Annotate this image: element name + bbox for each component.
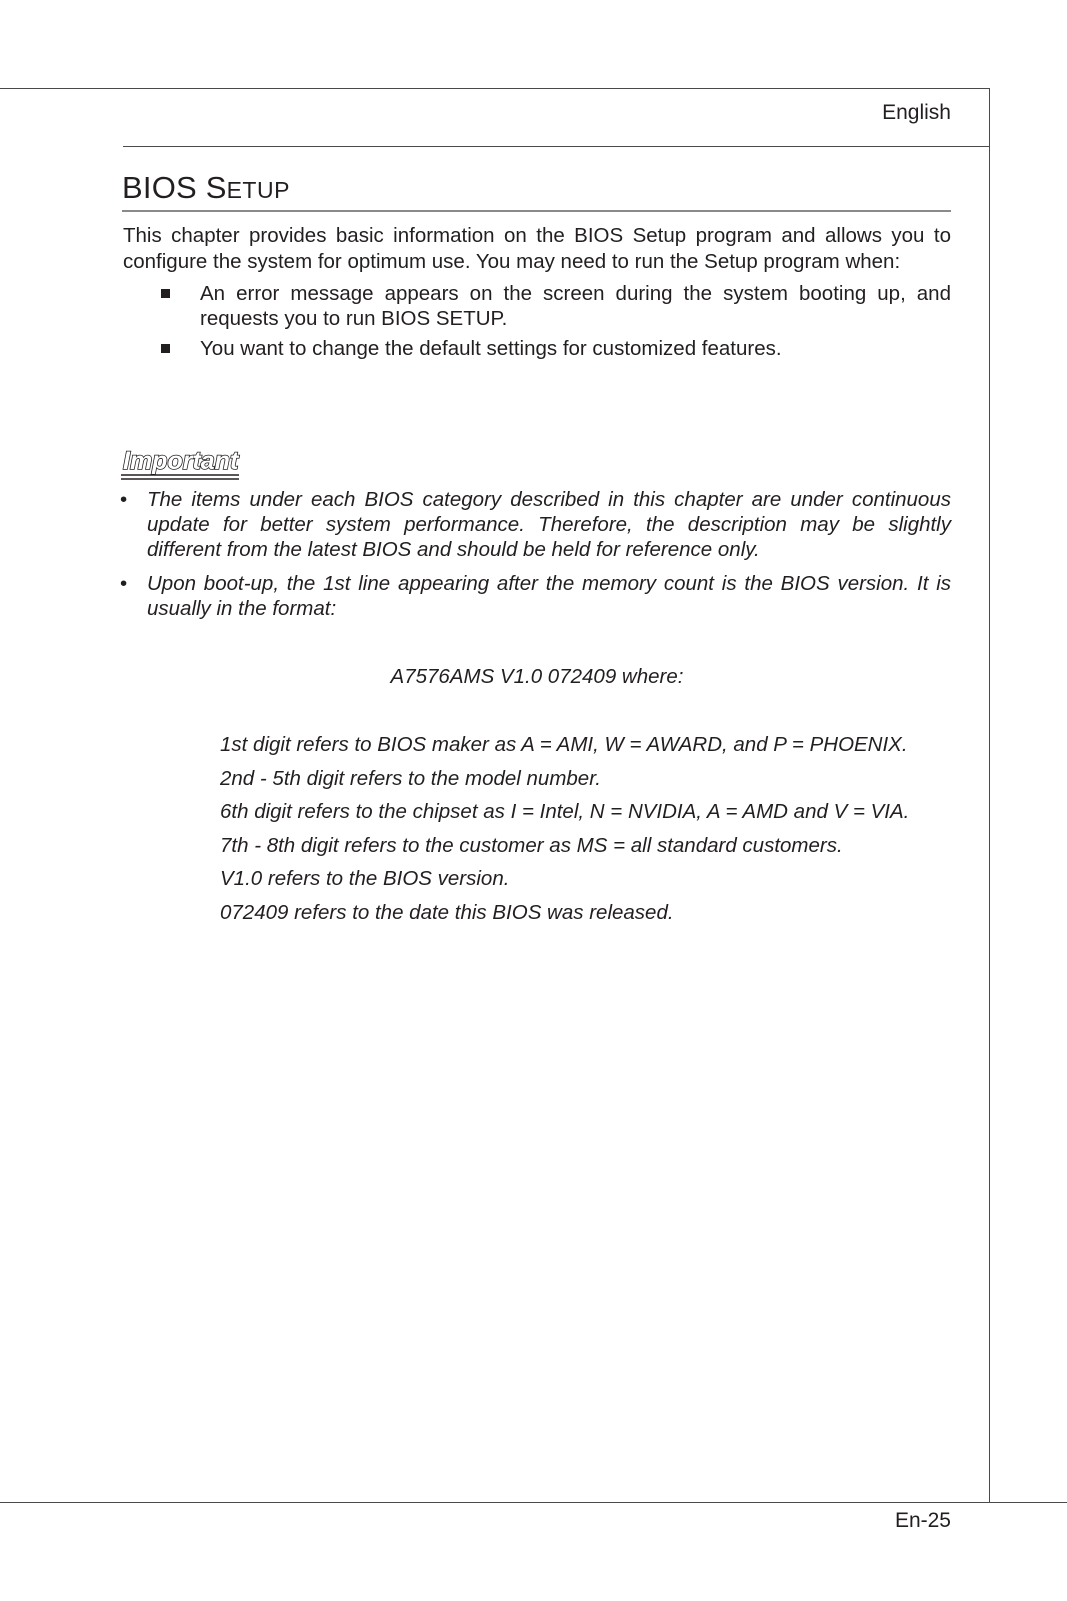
note-text: The items under each BIOS category described in this chapter are under continuous update for better system performance. Therefore, the description may be slightly different from the latest BIOS and should be held for reference only. bbox=[147, 488, 951, 561]
list-item: V1.0 refers to the BIOS version. bbox=[220, 867, 510, 891]
bullet-glyph: • bbox=[120, 572, 128, 595]
list-item bbox=[118, 571, 951, 621]
section-title-smallcaps: ETUP bbox=[226, 177, 290, 203]
list-item-text: An error message appears on the screen during the system booting up, and requests you to run BIOS SETUP. bbox=[200, 282, 951, 330]
note-text: Upon boot-up, the 1st line appearing after the memory count is the BIOS version. It is usually in the format: bbox=[147, 572, 951, 620]
bios-version-example: A7576AMS V1.0 072409 where: bbox=[390, 665, 684, 688]
setup-reasons-list bbox=[123, 281, 951, 366]
list-item: 7th - 8th digit refers to the customer as MS = all standard customers. bbox=[220, 833, 843, 857]
bottom-frame-rule bbox=[0, 1502, 1067, 1503]
page-number: En-25 bbox=[894, 1509, 951, 1532]
list-item bbox=[123, 336, 951, 361]
intro-paragraph: This chapter provides basic information on the BIOS Setup program and allows you to configure the system for optimum use. You may need to run the Setup program when: bbox=[123, 224, 951, 273]
header-rule bbox=[123, 146, 990, 147]
right-frame-rule bbox=[989, 88, 990, 1502]
important-heading-icon bbox=[121, 444, 245, 489]
list-item-text: You want to change the default settings for customized features. bbox=[200, 337, 782, 360]
square-bullet-icon bbox=[161, 289, 170, 298]
list-item: 2nd - 5th digit refers to the model number. bbox=[220, 766, 601, 790]
section-title-main: BIOS S bbox=[122, 170, 227, 205]
list-item: 1st digit refers to BIOS maker as A = AMI, W = AWARD, and P = PHOENIX. bbox=[220, 733, 908, 756]
list-item: 072409 refers to the date this BIOS was released. bbox=[220, 900, 674, 924]
important-notes-list bbox=[118, 487, 951, 630]
version-format-explanation bbox=[220, 732, 955, 934]
list-item bbox=[118, 487, 951, 562]
language-label: English bbox=[882, 101, 951, 124]
square-bullet-icon bbox=[161, 344, 170, 353]
list-item: 6th digit refers to the chipset as I = Intel, N = NVIDIA, A = AMD and V = VIA. bbox=[220, 800, 910, 824]
important-label: Important bbox=[123, 447, 239, 475]
section-title bbox=[122, 170, 951, 212]
top-frame-rule bbox=[0, 88, 990, 89]
list-item bbox=[123, 281, 951, 331]
bullet-glyph: • bbox=[120, 488, 128, 511]
